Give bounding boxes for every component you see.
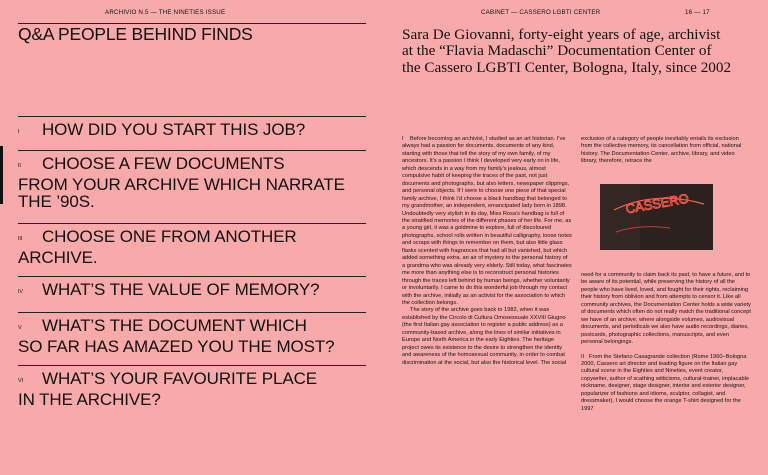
question-rule xyxy=(18,223,366,224)
body-column-1 xyxy=(402,136,572,367)
question-4 xyxy=(18,281,368,302)
question-number: II xyxy=(18,163,21,169)
question-text: CHOOSE ONE FROM ANOTHER xyxy=(42,227,297,246)
question-text: THE ’90S. xyxy=(18,192,95,211)
question-text: WHAT’S THE VALUE OF MEMORY? xyxy=(42,280,320,299)
question-3 xyxy=(18,228,368,266)
question-number: III xyxy=(18,236,23,242)
body-paragraph xyxy=(402,136,572,307)
page-numbers: 16 — 17 xyxy=(685,9,710,16)
answer-marker: II xyxy=(581,353,585,360)
body-text: From the Stefano Casagrande collection (Rome 1960–Bologna 2000, Cassero art director and leading figure on the Italian gay cultural scene in the Eighties and Nineties, event creator, copywriter, author of scathing witticisms, cultural-trainer, implacable nickname, designer, stage designer, interior and exterior designer, popularizer of fashions and idioms, sculptor, collagist, and dressmaker), I would choose the orange T-shirt designed for the 1997 xyxy=(581,353,750,412)
question-text: FROM YOUR ARCHIVE WHICH NARRATE xyxy=(18,174,345,194)
question-text: ARCHIVE. xyxy=(18,247,98,267)
question-rule xyxy=(18,312,366,313)
body-column-2 xyxy=(581,272,751,413)
question-text: CHOOSE A FEW DOCUMENTS xyxy=(42,154,285,173)
question-number: IV xyxy=(18,289,23,295)
body-paragraph: The story of the archive goes back to 1982, when it was established by the Circolo di Cultura Omosessuale XXVIII Giugno (the first Italian gay association to register a public address) as a community-based archive, along the lines of similar initiatives in Europe and North America in the early Eighties. The heritage project owes its existence to the desire to strengthen the identity and awareness of the homosexual community, in order to combat discrimination at the social, but also the historical level. The social xyxy=(402,307,567,366)
neon-sign-graphic xyxy=(600,184,713,250)
question-number: V xyxy=(18,325,22,331)
question-rule xyxy=(18,276,366,277)
question-rule xyxy=(18,365,366,366)
question-text: HOW DID YOU START THIS JOB? xyxy=(42,120,306,139)
running-header-center: CABINET — CASSERO LGBTI CENTER xyxy=(481,9,601,16)
neon-sign-text: CASSERO xyxy=(624,190,690,217)
body-text: Before becoming an archivist, I studied as an art historian. I’ve always had a passion for documents, documents of any kind, starting with those that tell the story of my own family, of my ancestors. It’s a passion I think I developed very early on in life, which descends in a way from my family’s jealous, almost compulsive habit of keeping the traces of the past, not just documents and photographs, but also letters, newspaper clippings, and personal objects. If I were to choose one piece of that special family archive, I think I’d choose a black handbag that belonged to my grandmother, an independent, emancipated lady born in 1898. Undoubtedly very stylish in its day, Miss Rosa’s handbag is full of the stratified memories of the different phases of her life. For me, as a young girl, it was a goldmine to explore, full of discoloured photographs, school rolls written in beautiful calligraphy, loose notes and scraps with things to remember on them, but also little glass flasks scented with fragrances that had all but vanished, but which added something extra, an air of mystery to the personal history of a grandma who was already very elderly. Still today, what fascinates me more than anything else is to reconstruct personal histories through the traces left behind by human beings, whether voluntarily or involuntarily. I came to do this wonderful job through my contact with the archive, initially as an activist for the association to which the collection belongs. xyxy=(402,136,572,306)
body-paragraph: exclusion of a category of people inevitably entails its exclusion from the collective memory, its cancellation from official, national history. The Documentation Center, archive, library, and video library, therefore, retrace the xyxy=(581,136,742,165)
question-text: IN THE ARCHIVE? xyxy=(18,389,161,409)
answer-marker: I xyxy=(402,136,404,142)
interviewee-headline: Sara De Giovanni, forty-eight years of age, archivist at the “Flavia Madaschi” Documentation Center of the Cassero LGBTI Center, Bologna, Italy, since 2002 xyxy=(402,26,732,76)
question-2 xyxy=(18,155,368,211)
question-number: I xyxy=(18,129,20,135)
question-rule xyxy=(18,116,366,117)
running-header-left: ARCHIVIO N.5 — THE NINETIES ISSUE xyxy=(105,9,226,16)
cassero-neon-sign-photo xyxy=(600,184,713,250)
question-5 xyxy=(18,317,368,355)
question-number: VI xyxy=(18,378,23,384)
body-column-2-top xyxy=(581,136,751,166)
question-text: WHAT’S THE DOCUMENT WHICH xyxy=(42,316,307,335)
question-rule xyxy=(18,150,366,151)
question-1 xyxy=(18,121,368,142)
question-text: SO FAR HAS AMAZED YOU THE MOST? xyxy=(18,336,335,356)
body-paragraph: need for a community to claim back its past, to have a future, and to be aware of its potential, while preserving the history of all the people who have lived, loved, and fought for their rights, reclaiming their history from oblivion and from attempts to censor it. Like all community archives, the Documentation Center holds a wide variety of documents which often do not really match the traditional concept we have of an archive, where alongside volumes, audiovisual documents, and periodicals we also have audio recordings, diaries, postcards, photographic collections, manuscripts, and even personal belongings. xyxy=(581,272,751,346)
page-title: Q&A PEOPLE BEHIND FINDS xyxy=(18,24,253,44)
question-text: WHAT’S YOUR FAVOURITE PLACE xyxy=(42,369,318,388)
body-paragraph xyxy=(581,354,751,414)
question-6 xyxy=(18,370,368,408)
page-edge-tab xyxy=(0,146,3,204)
